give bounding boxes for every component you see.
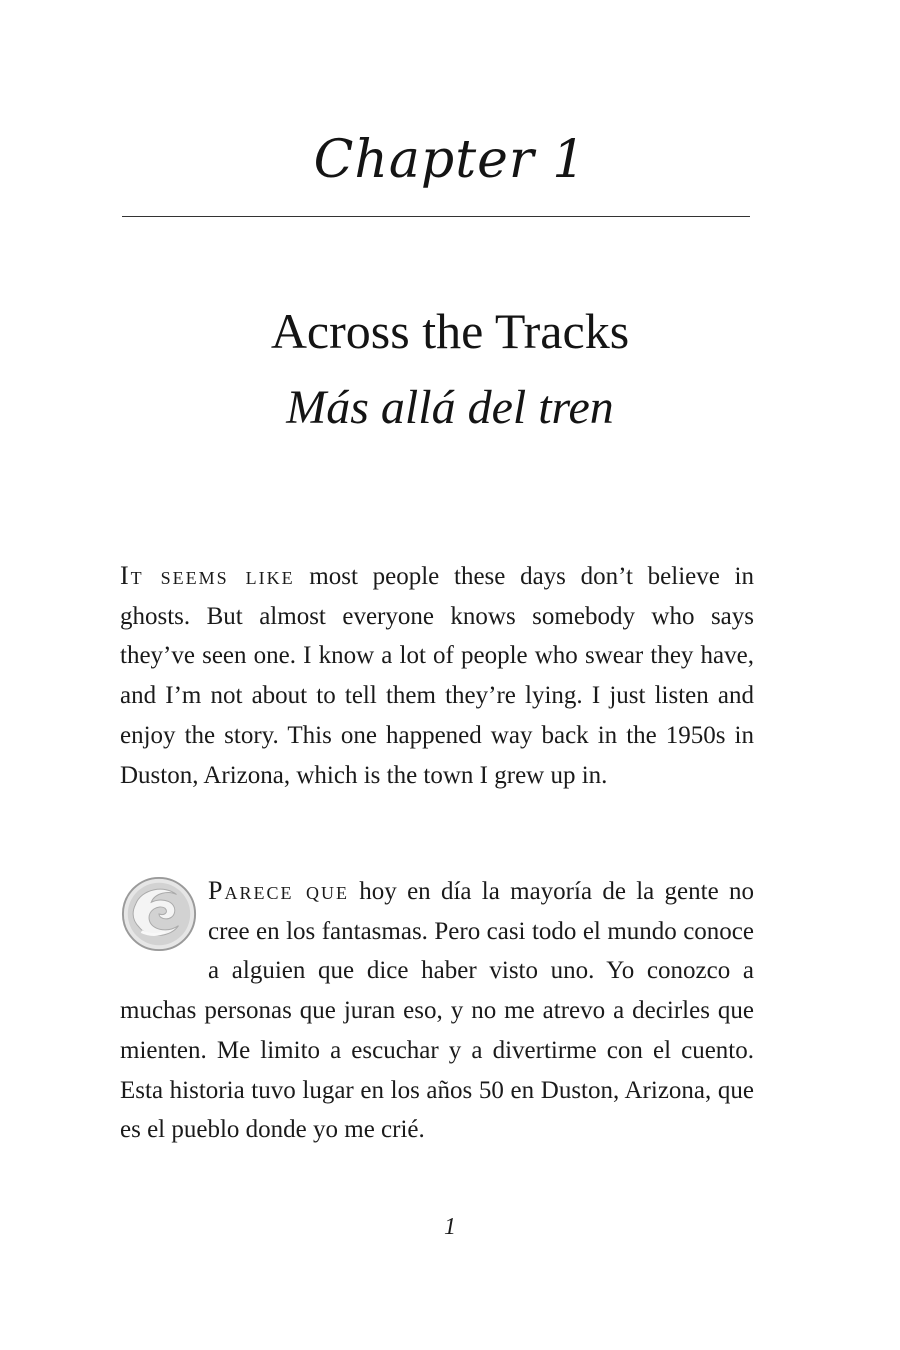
chapter-divider [122, 216, 750, 217]
paragraph-spanish [120, 871, 754, 1150]
swirl-medallion-icon [120, 875, 198, 953]
paragraph-spanish-text: hoy en día la mayoría de la gente no cree en los fantasmas. Pero casi todo el mundo conoce a alguien que dice haber visto uno. Yo conozco a muchas personas que juran eso, y no me atrevo a decirles que mienten. Me limito a escuchar y a divertirme con el cuento. Esta historia tuvo lugar en los años 50 en Duston, Arizona, que es el pueblo donde yo me crié. [120, 878, 754, 1144]
paragraph-english-lead-in: It seems like [120, 561, 295, 590]
paragraph-english [120, 556, 754, 795]
page-number: 1 [444, 1214, 456, 1240]
paragraph-english-text: most people these days don’t believe in ghosts. But almost everyone knows somebody who says they’ve seen one. I know a lot of people who swear they have, and I’m not about to tell them they’re lying. I just listen and enjoy the story. This one happened way back in the 1950s in Duston, Arizona, which is the town I grew up in. [120, 563, 754, 789]
chapter-title-english: Across the Tracks [270, 303, 630, 359]
paragraph-spanish-lead-in: Parece que [208, 876, 349, 905]
chapter-title-spanish: Más allá del tren [286, 381, 614, 434]
chapter-heading: Chapter 1 [313, 130, 587, 190]
